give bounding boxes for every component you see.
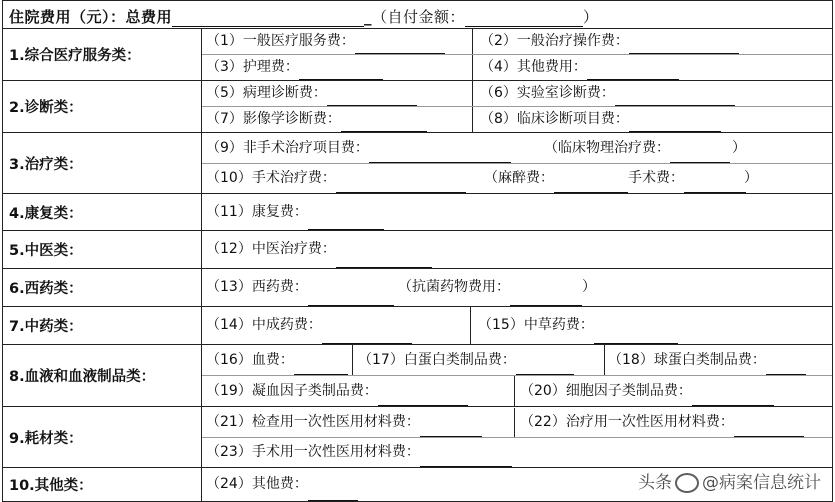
total-cost-line (9, 6, 599, 27)
cell-divider (472, 81, 473, 106)
fee-input-blank[interactable] (336, 252, 432, 268)
fee-item-label: （10）手术治疗费： (206, 169, 336, 186)
cell-divider (470, 307, 471, 344)
item-line (202, 194, 832, 230)
fee-item (358, 345, 574, 375)
cell-divider (514, 408, 515, 437)
total-cost-blank[interactable] (172, 11, 364, 27)
category-label: 9.耗材类： (3, 407, 202, 468)
fee-input-blank[interactable] (684, 177, 746, 193)
fee-item (480, 81, 735, 106)
fee-item-label: （15）中草药费： (478, 317, 594, 333)
fee-item-label: （21）检查用一次性医用材料费： (206, 413, 420, 430)
fee-input-blank[interactable] (355, 38, 445, 54)
fee-input-blank[interactable] (766, 359, 806, 375)
fee-item-label: （24）其他费： (206, 476, 308, 492)
fee-item (628, 164, 746, 193)
category-label: 5.中医类： (3, 231, 202, 269)
fee-item-label: （17）白蛋白类制品费： (358, 352, 516, 368)
item-line (202, 376, 832, 406)
category-label: 6.西药类： (3, 269, 202, 307)
fee-item-label: （临床物理治疗费： (544, 139, 670, 156)
fee-input-blank[interactable] (670, 147, 730, 163)
fee-item-label: （13）西药费： (206, 279, 308, 295)
category-items (202, 194, 833, 231)
watermark (638, 468, 821, 493)
fee-input-blank[interactable] (692, 390, 774, 406)
cost-table (2, 28, 833, 502)
fee-item (520, 408, 804, 437)
category-label: 4.康复类： (3, 194, 202, 231)
item-line (202, 55, 832, 80)
category-items (202, 29, 833, 81)
fee-item-label: （7）影像学诊断费： (206, 111, 341, 127)
fee-item (744, 164, 758, 193)
fee-input-blank[interactable] (629, 116, 721, 132)
item-line (202, 81, 832, 107)
fee-input-blank[interactable] (308, 214, 384, 230)
fee-item-label: （9）非手术治疗项目费： (206, 139, 369, 156)
item-line (202, 438, 832, 467)
cell-divider (352, 345, 353, 375)
cell-divider (472, 29, 473, 54)
cell-divider (514, 376, 515, 406)
fee-item (206, 29, 445, 54)
fee-item-label: （16）血费： (206, 352, 294, 368)
fee-input-blank[interactable] (615, 90, 735, 106)
fee-input-blank[interactable] (516, 359, 574, 375)
item-line (202, 307, 832, 344)
fee-item-label: ） (744, 169, 758, 186)
fee-item-label: （3）护理费： (206, 59, 299, 75)
fee-item-label: （8）临床诊断项目费： (480, 111, 629, 127)
category-items (202, 133, 833, 194)
fee-item-label: （抗菌药物费用： (398, 279, 510, 295)
fee-item (206, 164, 466, 193)
chat-bubble-icon (675, 473, 699, 493)
fee-item-label: （20）细胞因子类制品费： (520, 383, 692, 399)
category-label: 7.中药类： (3, 307, 202, 345)
fee-item-label: ） (582, 279, 596, 295)
fee-item (206, 345, 348, 375)
fee-item (732, 134, 746, 163)
watermark-text: @病案信息统计 (702, 473, 821, 493)
fee-item-label: （1）一般医疗服务费： (206, 33, 355, 49)
fee-input-blank[interactable] (308, 485, 358, 501)
fee-item-label: （12）中医治疗费： (206, 241, 336, 257)
fee-item (206, 376, 468, 406)
fee-item (480, 107, 721, 132)
fee-item-label: （6）实验室诊断费： (480, 85, 615, 101)
fee-item-label: （19）凝血因子类制品费： (206, 383, 378, 399)
fee-input-blank[interactable] (299, 64, 383, 80)
category-label: 3.治疗类： (3, 133, 202, 194)
fee-input-blank[interactable] (420, 451, 512, 467)
self-pay-blank[interactable] (465, 11, 583, 27)
category-items (202, 231, 833, 269)
total-cost-header (2, 0, 833, 28)
fee-item-label: 手术费： (628, 169, 684, 186)
fee-item-label: （麻醉费： (484, 169, 554, 186)
item-line (202, 345, 832, 376)
fee-input-blank[interactable] (322, 328, 412, 344)
fee-item-label: （4）其他费用： (480, 59, 587, 75)
fee-input-blank[interactable] (369, 147, 511, 163)
fee-item (206, 408, 482, 437)
fee-input-blank[interactable] (341, 116, 427, 132)
fee-item (480, 55, 679, 80)
total-cost-label: 住院费用（元）：总费用 (9, 8, 173, 26)
fee-item (206, 231, 432, 268)
fee-input-blank[interactable] (629, 38, 739, 54)
category-items (202, 269, 833, 307)
header-mid: _ (364, 8, 373, 26)
fee-item (206, 81, 417, 106)
fee-item (484, 164, 628, 193)
fee-input-blank[interactable] (510, 290, 582, 306)
fee-item (206, 194, 384, 230)
fee-item (608, 345, 806, 375)
fee-item-label: ） (732, 139, 746, 156)
fee-input-blank[interactable] (734, 421, 804, 437)
fee-item-label: （2）一般治疗操作费： (480, 33, 629, 49)
fee-item-label: （22）治疗用一次性医用材料费： (520, 413, 734, 430)
category-items (202, 407, 833, 468)
cell-divider (472, 107, 473, 132)
fee-item (478, 307, 678, 344)
fee-item (206, 438, 512, 467)
item-line (202, 134, 832, 164)
fee-item-label: （18）球蛋白类制品费： (608, 352, 766, 368)
category-items (202, 307, 833, 345)
fee-item-label: （14）中成药费： (206, 317, 322, 333)
item-line (202, 269, 832, 306)
fee-input-blank[interactable] (327, 90, 417, 106)
item-line (202, 231, 832, 268)
fee-item (582, 269, 596, 306)
fee-input-blank[interactable] (308, 290, 394, 306)
category-label: 2.诊断类： (3, 81, 202, 133)
fee-input-blank[interactable] (294, 359, 348, 375)
category-label: 8.血液和血液制品类： (3, 345, 202, 407)
item-line (202, 408, 832, 438)
fee-item (480, 29, 739, 54)
fee-input-blank[interactable] (587, 64, 679, 80)
self-pay-open: （自付金额： (372, 8, 466, 26)
fee-input-blank[interactable] (554, 177, 628, 193)
fee-input-blank[interactable] (336, 177, 466, 193)
fee-item (206, 468, 358, 501)
fee-item (206, 134, 511, 163)
fee-item (206, 269, 394, 306)
fee-item-label: （5）病理诊断费： (206, 85, 327, 101)
fee-input-blank[interactable] (378, 390, 468, 406)
cell-divider (604, 345, 605, 375)
item-line (202, 29, 832, 55)
fee-item-label: （11）康复费： (206, 204, 308, 220)
category-label: 10.其他类： (3, 468, 202, 502)
fee-item (544, 134, 730, 163)
fee-item-label: （23）手术用一次性医用材料费： (206, 443, 420, 460)
category-items (202, 81, 833, 133)
category-items (202, 345, 833, 407)
fee-item (520, 376, 774, 406)
fee-input-blank[interactable] (420, 421, 482, 437)
fee-input-blank[interactable] (594, 328, 678, 344)
item-line (202, 164, 832, 193)
watermark-prefix: 头条 (638, 473, 672, 493)
fee-item (206, 55, 383, 80)
fee-item (398, 269, 582, 306)
fee-item (206, 107, 427, 132)
category-label: 1.综合医疗服务类： (3, 29, 202, 81)
cell-divider (472, 55, 473, 80)
item-line (202, 107, 832, 132)
self-pay-close: ） (583, 8, 599, 26)
fee-item (206, 307, 412, 344)
